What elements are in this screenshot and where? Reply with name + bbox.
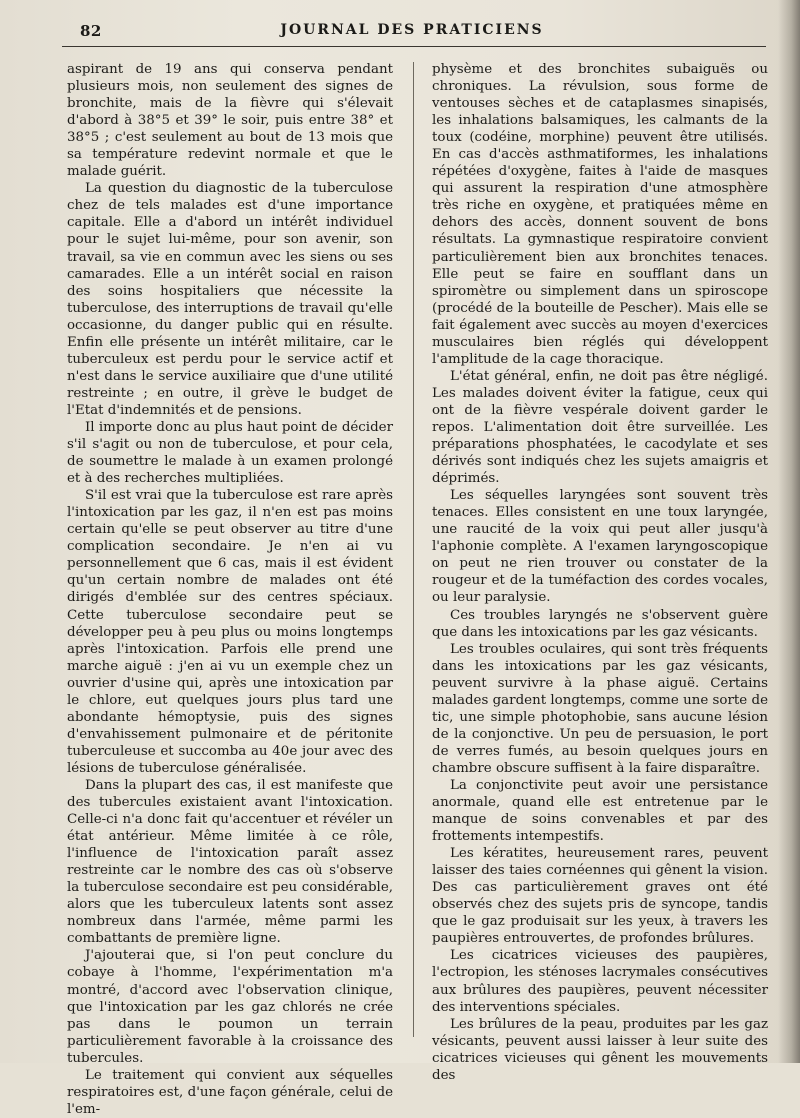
paragraph: Dans la plupart des cas, il est manifeste que des tubercules existaient avant l'intoxication. Celle-ci n'a donc fait qu'accentuer et révéler un état antérieur. Même limitée à ce rôle, l'influence de l'intoxication paraît assez restreinte car le nombre des cas où s'observe la tuberculose secondaire est peu considérable, alors que les tuberculeux latents sont assez nombreux dans l'armée, même parmi les combattants de première ligne. xyxy=(67,777,393,947)
paragraph: Les séquelles laryngées sont souvent très tenaces. Elles consistent en une toux laryngée, une raucité de la voix qui peut aller jusqu'à l'aphonie complète. A l'examen laryngoscopique on peut ne rien trouver ou constater de la rougeur et de la tuméfaction des cordes vocales, ou leur paralysie. xyxy=(432,488,768,606)
paragraph: La conjonctivite peut avoir une persistance anormale, quand elle est entretenue par le manque de soins convenables et par des frottements intempestifs. xyxy=(432,777,768,845)
running-title: JOURNAL DES PRATICIENS xyxy=(280,22,544,38)
page-edge-shadow xyxy=(778,0,800,1063)
paragraph: Les cicatrices vicieuses des paupières, l'ectropion, les sténoses lacrymales consécutives aux brûlures des paupières, peuvent nécessiter des interventions spéciales. xyxy=(432,948,768,1015)
paragraph: physème et des bronchites subaiguës ou chroniques. La révulsion, sous forme de ventouses sèches et de cataplasmes sinapisés, les inhalations balsamiques, les calmants de la toux (codéine, morphine) peuvent être utilisés. En cas d'accès asthmatiformes, les inhalations répétées d'oxygène, faites à l'aide de masques qui assurent la respiration d'une atmosphère très riche en oxygène, et pratiquées même en dehors des accès, donnent souvent de bons résultats. La gymnastique respiratoire convient particulièrement bien aux bronchites tenaces. Elle peut se faire en soufflant dans un spiromètre ou simplement dans un spiroscope (procédé de la bouteille de Pescher). Mais elle se fait également avec succès au moyen d'exercices musculaires bien réglés qui développent l'amplitude de la cage thoracique. xyxy=(432,62,768,367)
paragraph: J'ajouterai que, si l'on peut conclure du cobaye à l'homme, l'expérimentation m'a montré, d'accord avec l'observation clinique, que l'intoxication par les gaz chlorés ne crée pas dans le poumon un terrain particulièrement favorable à la croissance des tubercules. xyxy=(67,948,393,1066)
paragraph: S'il est vrai que la tuberculose est rare après l'intoxication par les gaz, il n'en est pas moins certain qu'elle se peut observer au titre d'une complication secondaire. Je n'en ai vu personnellement que 6 cas, mais il est évident qu'un certain nombre de malades ont été dirigés d'emblée sur des centres spéciaux. Cette tuberculose secondaire peut se développer peu à peu plus ou moins longtemps après l'intoxication. Parfois elle prend une marche aiguë : j'en ai vu un exemple chez un ouvrier d'usine qui, après une intoxication par le chlore, eut quelques jours plus tard une abondante hémoptysie, puis des signes d'envahissement pulmonaire et de péritonite tuberculeuse et succomba au 40e jour avec des lésions de tuberculose généralisée. xyxy=(67,488,393,776)
right-column xyxy=(432,61,768,1084)
paragraph: Il importe donc au plus haut point de décider s'il s'agit ou non de tuberculose, et pour cela, de soumettre le malade à un examen prolongé et à des recherches multipliées. xyxy=(67,419,393,487)
paragraph: Ces troubles laryngés ne s'observent guère que dans les intoxications par les gaz vésicants. xyxy=(432,607,768,640)
paragraph: aspirant de 19 ans qui conserva pendant plusieurs mois, non seulement des signes de bronchite, mais de la fièvre qui s'élevait d'abord à 38°5 et 39° le soir, puis entre 38° et 38°5 ; c'est seulement au bout de 13 mois que sa température redevint normale et que le malade guérit. xyxy=(67,62,393,180)
column-separator xyxy=(413,62,414,1037)
left-column xyxy=(67,61,393,1118)
page-header xyxy=(60,22,764,44)
paragraph: La question du diagnostic de la tuberculose chez de tels malades est d'une importance capitale. Elle a d'abord un intérêt individuel pour le sujet lui-même, pour son avenir, son travail, sa vie en commun avec les siens ou ses camarades. Elle a un intérêt social en raison des soins hospitaliers que nécessite la tuberculose, des interruptions de travail qu'elle occasionne, du danger public qui en résulte. Enfin elle présente un intérêt militaire, car le tuberculeux est perdu pour le service actif et n'est dans le service auxiliaire que d'une utilité restreinte ; en outre, il grève le budget de l'Etat d'indemnités et de pensions. xyxy=(67,181,393,418)
paragraph: Les troubles oculaires, qui sont très fréquents dans les intoxications par les gaz vésicants, peuvent survivre à la phase aiguë. Certains malades gardent longtemps, comme une sorte de tic, une simple photophobie, sans aucune lésion de la conjonctive. Un peu de persuasion, le port de verres fumés, au besoin quelques jours en chambre obscure suffisent à la faire disparaître. xyxy=(432,641,768,776)
paragraph: Les brûlures de la peau, produites par les gaz vésicants, peuvent aussi laisser à leur suite des cicatrices vicieuses qui gênent les mouvements des xyxy=(432,1016,768,1083)
paragraph: Le traitement qui convient aux séquelles respiratoires est, d'une façon générale, celui de l'em- xyxy=(67,1067,393,1117)
paragraph: Les kératites, heureusement rares, peuvent laisser des taies cornéennes qui gênent la vision. Des cas particulièrement graves ont été observés chez des sujets pris de syncope, tandis que le gaz produisait sur les yeux, à travers les paupières entrouvertes, de profondes brûlures. xyxy=(432,846,768,947)
page-number: 82 xyxy=(80,22,102,40)
paragraph: L'état général, enfin, ne doit pas être négligé. Les malades doivent éviter la fatigue, ceux qui ont de la fièvre vespérale doivent garder le repos. L'alimentation doit être surveillée. Les préparations phosphatées, le cacodylate et ses dérivés sont indiqués chez les sujets amaigris et déprimés. xyxy=(432,368,768,487)
header-rule xyxy=(62,46,766,47)
